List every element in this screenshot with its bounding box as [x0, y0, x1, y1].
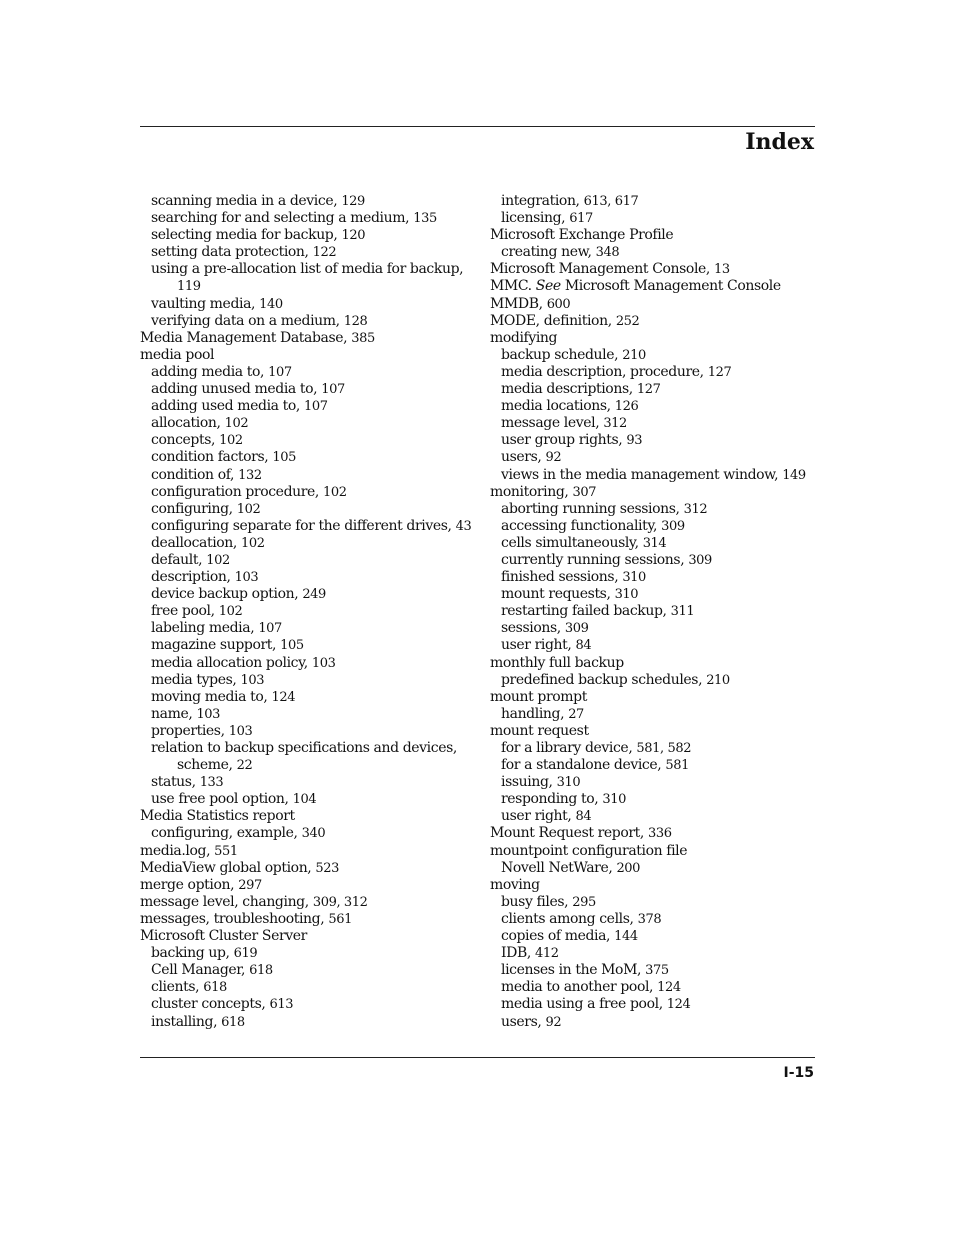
entry-text: copies of media, — [501, 928, 615, 945]
index-subentry — [140, 723, 485, 740]
page-reference: 102 — [241, 535, 265, 551]
index-subentry — [140, 791, 485, 808]
entry-text: messages, troubleshooting, — [140, 910, 329, 927]
page-reference: 385 — [351, 330, 375, 346]
index-subentry — [490, 552, 815, 569]
page-reference: 102 — [219, 433, 243, 449]
index-subentry — [140, 415, 485, 432]
page-reference: 103 — [196, 706, 221, 722]
index-entry — [490, 261, 815, 278]
index-subentry — [140, 313, 485, 330]
entry-text: sessions, — [501, 620, 565, 637]
index-subentry — [140, 432, 485, 449]
page-reference: 107 — [304, 399, 328, 415]
index-subentry — [140, 518, 485, 535]
index-subentry — [490, 706, 815, 723]
entry-text: media using a free pool, — [501, 996, 667, 1013]
header-rule — [140, 126, 815, 127]
page-reference: 119 — [177, 279, 201, 295]
entry-text: media pool — [140, 346, 215, 363]
page-reference: 551 — [214, 843, 238, 859]
index-column-left — [140, 193, 485, 1031]
page-reference: 13 — [714, 262, 730, 278]
page-reference: 336 — [648, 826, 672, 842]
page-reference: 102 — [218, 604, 243, 620]
entry-text: media.log, — [140, 842, 215, 859]
entry-text: busy files, — [501, 893, 573, 910]
entry-text: aborting running sessions, — [501, 500, 684, 517]
entry-text: merge option, — [140, 876, 239, 893]
index-subentry — [490, 210, 815, 227]
page-reference: 309 — [688, 552, 712, 568]
page-reference: 124 — [657, 980, 681, 996]
page-reference: 22 — [236, 758, 253, 774]
entry-text: description, — [151, 569, 235, 586]
index-subentry — [140, 501, 485, 518]
entry-text: Media Management Database, — [140, 329, 352, 346]
page-reference: 102 — [236, 501, 261, 517]
entry-text: default, — [151, 551, 207, 568]
index-subentry — [490, 979, 815, 996]
entry-text: adding used media to, — [151, 398, 305, 415]
page-reference: 103 — [228, 723, 253, 739]
entry-text: magazine support, — [151, 637, 281, 654]
footer-rule — [140, 1057, 815, 1058]
entry-text: condition of, — [151, 466, 239, 483]
entry-text: modifying — [490, 329, 558, 346]
index-subentry — [140, 979, 485, 996]
entry-text: message level, — [501, 415, 604, 432]
index-subentry — [140, 296, 485, 313]
index-subentry — [490, 603, 815, 620]
page-reference: 307 — [572, 484, 597, 500]
page-reference: 126 — [614, 399, 639, 415]
page-reference: 127 — [707, 364, 732, 380]
page-reference: 133 — [199, 775, 224, 791]
page-reference: 43 — [455, 518, 472, 534]
entry-text: Microsoft Exchange Profile — [490, 227, 674, 244]
page-reference: 105 — [280, 638, 304, 654]
page-reference: 102 — [224, 416, 249, 432]
page-reference: 249 — [302, 587, 326, 603]
page-reference: 619 — [233, 946, 258, 962]
entry-text: labeling media, — [151, 620, 259, 637]
entry-text: configuring separate for the different drives, — [151, 517, 456, 534]
index-subentry — [140, 706, 485, 723]
page-reference: 252 — [615, 313, 640, 329]
index-subentry — [490, 364, 815, 381]
index-entry — [490, 877, 815, 894]
index-subentry — [490, 774, 815, 791]
page-reference: 107 — [321, 382, 345, 398]
index-subentry — [490, 672, 815, 689]
page-reference: 310 — [556, 775, 581, 791]
page-number: I-15 — [783, 1065, 814, 1081]
page-reference: 311 — [670, 604, 695, 620]
index-entry — [140, 928, 485, 945]
index-subentry — [490, 535, 815, 552]
entry-text: Microsoft Management Console, — [490, 261, 715, 278]
page-reference: 102 — [206, 552, 230, 568]
page-reference: 613, 617 — [583, 194, 639, 209]
page-reference: 581, 582 — [636, 741, 692, 756]
entry-text: users, — [501, 449, 546, 466]
entry-text: searching for and selecting a medium, — [151, 210, 414, 227]
index-subentry — [490, 501, 815, 518]
index-subentry — [140, 484, 485, 501]
page-reference: 103 — [311, 655, 336, 671]
entry-text: Novell NetWare, — [501, 859, 617, 876]
index-subentry — [140, 620, 485, 637]
index-subentry — [140, 398, 485, 415]
entry-text: status, — [151, 774, 200, 791]
entry-text: allocation, — [151, 415, 225, 432]
index-entry — [490, 843, 815, 860]
entry-text: verifying data on a medium, — [151, 312, 344, 329]
entry-text: MediaView global option, — [140, 859, 316, 876]
index-subentry — [140, 244, 485, 261]
entry-text: licenses in the MoM, — [501, 962, 646, 979]
page-reference: 314 — [642, 535, 667, 551]
entry-text: users, — [501, 1013, 546, 1030]
page-reference: 600 — [546, 296, 571, 312]
page-reference: 309 — [564, 621, 589, 637]
index-subentry — [490, 381, 815, 398]
entry-text: clients, — [151, 979, 204, 996]
index-subentry — [140, 637, 485, 654]
index-subentry — [490, 467, 815, 484]
entry-text: configuring, example, — [151, 825, 302, 842]
index-subentry — [490, 894, 815, 911]
entry-text: MMDB, — [490, 295, 547, 312]
entry-text: accessing functionality, — [501, 517, 662, 534]
index-subentry — [490, 244, 815, 261]
index-subentry — [140, 962, 485, 979]
index-subentry — [140, 535, 485, 552]
index-entry — [490, 330, 815, 347]
index-subentry — [490, 996, 815, 1013]
page-reference: 84 — [575, 809, 592, 825]
index-entry — [140, 894, 485, 911]
entry-text: media types, — [151, 671, 241, 688]
page-reference: 295 — [572, 894, 596, 910]
index-subentry — [140, 586, 485, 603]
index-subentry — [490, 449, 815, 466]
entry-text: integration, — [501, 193, 584, 209]
page-reference: 103 — [234, 570, 259, 586]
page-reference: 149 — [782, 467, 806, 483]
index-entry — [140, 330, 485, 347]
index-subentry — [140, 740, 485, 774]
page-reference: 92 — [545, 450, 562, 466]
page-reference: 93 — [626, 433, 643, 449]
entry-text: moving — [490, 876, 540, 893]
entry-text: creating new, — [501, 244, 596, 261]
index-entry — [490, 313, 815, 330]
index-subentry — [490, 808, 815, 825]
index-entry — [490, 825, 815, 842]
index-subentry — [140, 825, 485, 842]
entry-text: Media Statistics report — [140, 808, 295, 825]
entry-text: mount prompt — [490, 688, 587, 705]
index-subentry — [490, 740, 815, 757]
page-reference: 27 — [568, 706, 584, 722]
index-subentry — [140, 193, 485, 210]
index-subentry — [140, 381, 485, 398]
index-subentry — [490, 620, 815, 637]
index-entry — [490, 227, 815, 244]
entry-text: IDB, — [501, 945, 535, 962]
entry-text: currently running sessions, — [501, 551, 689, 568]
page-reference: 102 — [323, 484, 347, 500]
entry-text: installing, — [151, 1013, 222, 1030]
page-reference: 618 — [203, 980, 227, 996]
index-entry — [140, 347, 485, 364]
entry-text: moving media to, — [151, 688, 272, 705]
page-reference: 310 — [602, 792, 627, 808]
page-reference: 561 — [328, 911, 352, 927]
entry-text: adding unused media to, — [151, 381, 322, 398]
entry-text: relation to backup specifications and devices, scheme, — [151, 740, 457, 774]
entry-text: views in the media management window, — [501, 466, 783, 483]
page-reference: 120 — [341, 228, 366, 244]
page-reference: 310 — [614, 587, 639, 603]
page-reference: 135 — [413, 211, 437, 227]
page-reference: 617 — [569, 211, 593, 227]
page-reference: 124 — [666, 997, 691, 1013]
entry-text: mountpoint configuration file — [490, 842, 688, 859]
entry-text: configuration procedure, — [151, 483, 324, 500]
page-reference: 348 — [595, 245, 620, 261]
index-entry — [490, 723, 815, 740]
index-subentry — [490, 911, 815, 928]
page-reference: 132 — [238, 467, 262, 483]
index-subentry — [490, 518, 815, 535]
index-subentry — [490, 193, 815, 210]
entry-text: user right, — [501, 808, 576, 825]
index-subentry — [140, 655, 485, 672]
index-entry — [490, 484, 815, 501]
index-subentry — [490, 637, 815, 654]
index-subentry — [490, 962, 815, 979]
index-subentry — [490, 791, 815, 808]
entry-text: finished sessions, — [501, 569, 623, 586]
entry-text: predefined backup schedules, — [501, 671, 707, 688]
entry-text: deallocation, — [151, 534, 242, 551]
index-entry — [490, 296, 815, 313]
index-subentry — [140, 996, 485, 1013]
entry-text: for a standalone device, — [501, 757, 666, 774]
entry-text: mount requests, — [501, 586, 615, 603]
entry-text: for a library device, — [501, 740, 637, 756]
page-reference: 297 — [238, 877, 262, 893]
page-reference: 144 — [614, 929, 638, 945]
entry-text: responding to, — [501, 791, 603, 808]
index-entry — [140, 808, 485, 825]
index-subentry — [490, 432, 815, 449]
index-subentry — [140, 689, 485, 706]
entry-text: setting data protection, — [151, 244, 313, 261]
page-reference: 581 — [665, 758, 689, 774]
page-reference: 103 — [240, 672, 265, 688]
index-subentry — [140, 569, 485, 586]
index-subentry — [140, 467, 485, 484]
index-subentry — [140, 774, 485, 791]
entry-text: clients among cells, — [501, 910, 638, 927]
entry-text: message level, changing, — [140, 893, 313, 910]
entry-text: cells simultaneously, — [501, 534, 643, 551]
page-reference: 375 — [645, 963, 669, 979]
entry-text: scanning media in a device, — [151, 193, 342, 209]
page-reference: 618 — [249, 963, 273, 979]
entry-text: using a pre-allocation list of media for backup, — [151, 261, 464, 278]
entry-text: backup schedule, — [501, 346, 623, 363]
index-subentry — [490, 569, 815, 586]
index-subentry — [140, 364, 485, 381]
index-subentry — [490, 415, 815, 432]
entry-text: media locations, — [501, 398, 615, 415]
entry-text: adding media to, — [151, 363, 269, 380]
page-reference: 92 — [545, 1014, 562, 1030]
entry-text: concepts, — [151, 432, 220, 449]
entry-text: free pool, — [151, 603, 219, 620]
page-reference: 618 — [221, 1014, 245, 1030]
index-subentry — [140, 210, 485, 227]
entry-text: media description, procedure, — [501, 363, 708, 380]
index-subentry — [140, 945, 485, 962]
entry-text: issuing, — [501, 774, 557, 791]
entry-text: licensing, — [501, 210, 570, 227]
index-column-right — [490, 193, 815, 1031]
entry-text: handling, — [501, 705, 569, 722]
page-reference: 310 — [622, 570, 646, 586]
index-entry — [140, 843, 485, 860]
page-reference: 412 — [534, 946, 559, 962]
page-reference: 107 — [268, 364, 292, 380]
page-reference: 127 — [636, 382, 661, 398]
index-entry — [140, 911, 485, 928]
index-subentry — [490, 1014, 815, 1031]
entry-text: restarting failed backup, — [501, 603, 671, 620]
index-subentry — [490, 347, 815, 364]
entry-text: Microsoft Cluster Server — [140, 928, 307, 945]
page-reference: 128 — [343, 313, 368, 329]
entry-text: Mount Request report, — [490, 825, 649, 842]
page-reference: 105 — [272, 450, 296, 466]
index-subentry — [490, 586, 815, 603]
page-reference: 200 — [616, 860, 641, 876]
entry-text: monitoring, — [490, 483, 573, 500]
page-title: Index — [745, 129, 814, 155]
entry-text: Cell Manager, — [151, 962, 250, 979]
entry-text: media to another pool, — [501, 979, 658, 996]
entry-text: MODE, definition, — [490, 312, 616, 329]
page-reference: 210 — [622, 347, 646, 363]
page-reference: 140 — [259, 296, 283, 312]
index-subentry — [490, 757, 815, 774]
page-reference: 309, 312 — [312, 894, 368, 910]
see-reference: See — [535, 278, 561, 295]
entry-text: configuring, — [151, 500, 237, 517]
page-reference: 122 — [312, 245, 337, 261]
entry-text: vaulting media, — [151, 295, 260, 312]
index-subentry — [140, 672, 485, 689]
index-subentry — [140, 227, 485, 244]
page-reference: 613 — [269, 997, 294, 1013]
entry-text: MMC. — [490, 278, 536, 295]
index-subentry — [140, 603, 485, 620]
entry-text: name, — [151, 705, 197, 722]
index-subentry — [140, 1014, 485, 1031]
entry-text: monthly full backup — [490, 654, 624, 671]
index-subentry — [490, 945, 815, 962]
entry-text: condition factors, — [151, 449, 273, 466]
entry-text: selecting media for backup, — [151, 227, 342, 244]
entry-text: backing up, — [151, 945, 234, 962]
entry-text: cluster concepts, — [151, 996, 270, 1013]
index-subentry — [140, 261, 485, 295]
page-reference: 523 — [315, 860, 340, 876]
page-reference: 378 — [637, 911, 662, 927]
entry-text: user group rights, — [501, 432, 627, 449]
page-reference: 312 — [683, 501, 708, 517]
page-reference: 124 — [271, 689, 296, 705]
entry-text: mount request — [490, 722, 589, 739]
page-reference: 107 — [258, 621, 282, 637]
entry-text: media descriptions, — [501, 381, 637, 398]
index-entry — [490, 278, 815, 295]
index-subentry — [140, 449, 485, 466]
index-entry — [140, 877, 485, 894]
entry-text: use free pool option, — [151, 791, 293, 808]
page-reference: 84 — [575, 638, 592, 654]
index-entry — [490, 655, 815, 672]
entry-text: media allocation policy, — [151, 654, 312, 671]
index-entry — [140, 860, 485, 877]
entry-text: device backup option, — [151, 586, 303, 603]
page-reference: 309 — [661, 518, 685, 534]
index-subentry — [490, 860, 815, 877]
entry-text: user right, — [501, 637, 576, 654]
page-reference: 340 — [301, 826, 326, 842]
page-reference: 210 — [706, 672, 730, 688]
page-reference: 129 — [341, 194, 365, 209]
entry-text: properties, — [151, 722, 229, 739]
see-target: Microsoft Management Console — [560, 278, 781, 295]
page-reference: 312 — [603, 416, 627, 432]
index-subentry — [490, 398, 815, 415]
index-subentry — [140, 552, 485, 569]
page-reference: 104 — [292, 792, 317, 808]
index-entry — [490, 689, 815, 706]
index-subentry — [490, 928, 815, 945]
